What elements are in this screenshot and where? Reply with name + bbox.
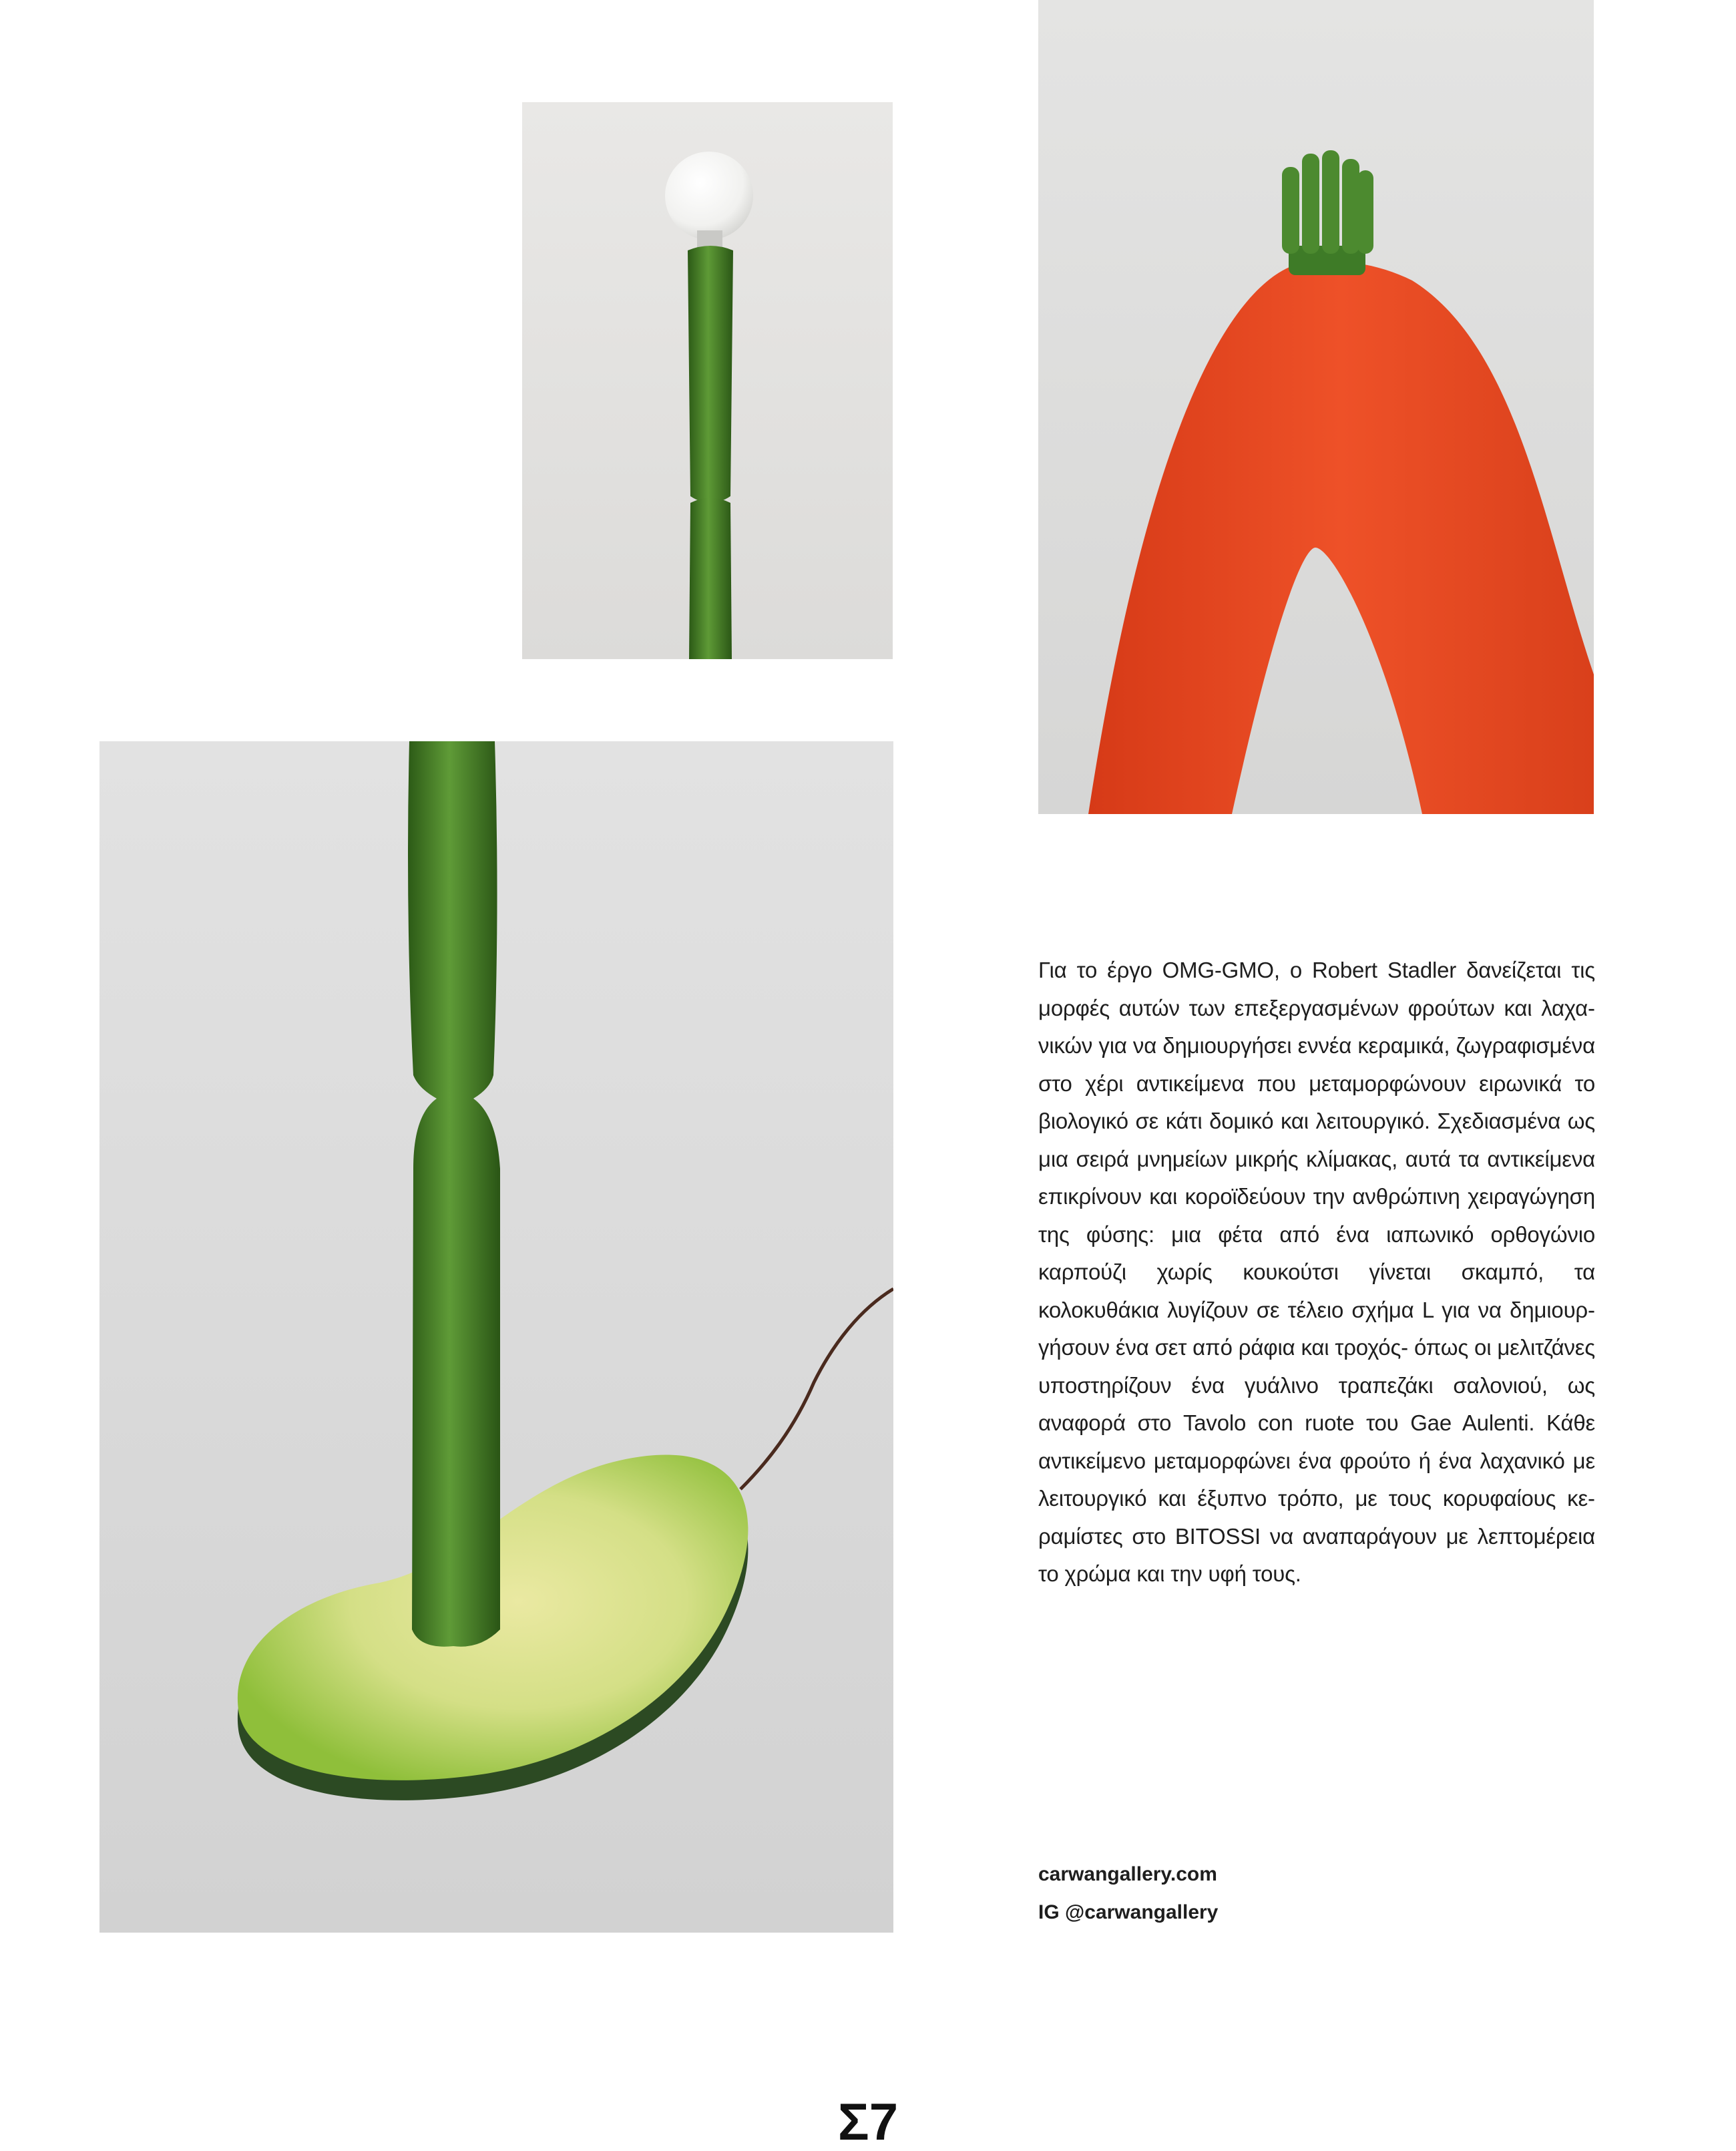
carrot-image — [1038, 0, 1594, 814]
lamp-base-image — [99, 741, 893, 1933]
photo-lamp-base — [99, 741, 893, 1933]
photo-lamp-top — [522, 102, 893, 659]
photo-carrot — [1038, 0, 1594, 814]
lamp-top-image — [522, 102, 893, 659]
website-credit[interactable]: carwangallery.com — [1038, 1863, 1217, 1885]
article-body-text: Για το έργο OMG-GMO, ο Robert Stadler δανείζεται τις μορφές αυτών των επεξεργασμένων φρούτων και λαχανικών για να δημιουργήσει εννέα κεραμικά, ζωγραφισμένα στο χέρι αντικείμενα που μεταμορφώνουν ειρωνικά το βιολογικό σε κάτι δομικό και λειτουργικό. Σχεδιασμένα ως μια σειρά μνημείων μικρής κλίμακας, αυτά τα αντικείμενα επικρίνουν και κοροϊδεύουν την ανθρώπινη χειραγώγηση της φύσης: μια φέτα από ένα ιαπωνικό ορθογώνιο καρπούζι χωρίς κουκούτσι γίνεται σκαμπό, τα κολοκυθάκια λυγίζουν σε τέλειο σχήμα L για να δημιουργήσουν ένα σετ από ράφια και τροχός- όπως οι μελιτζάνες υποστηρίζουν ένα γυάλινο τραπεζάκι σαλονιού, ως αναφορά στο Tavolo con ruote του Gae Aulenti. Κάθε αντικείμενο μεταμορφώνει ένα φρούτο ή ένα λαχανικό με λειτουργικό και έξυπνο τρόπο, με τους κορυφαίους κεραμίστες στο BITOSSI να αναπαράγουν με λεπτομέρεια το χρώμα και την υφή τους. — [1038, 958, 1595, 1586]
page-number: Σ7 — [837, 2092, 899, 2151]
instagram-credit[interactable]: IG @carwangallery — [1038, 1901, 1219, 1923]
